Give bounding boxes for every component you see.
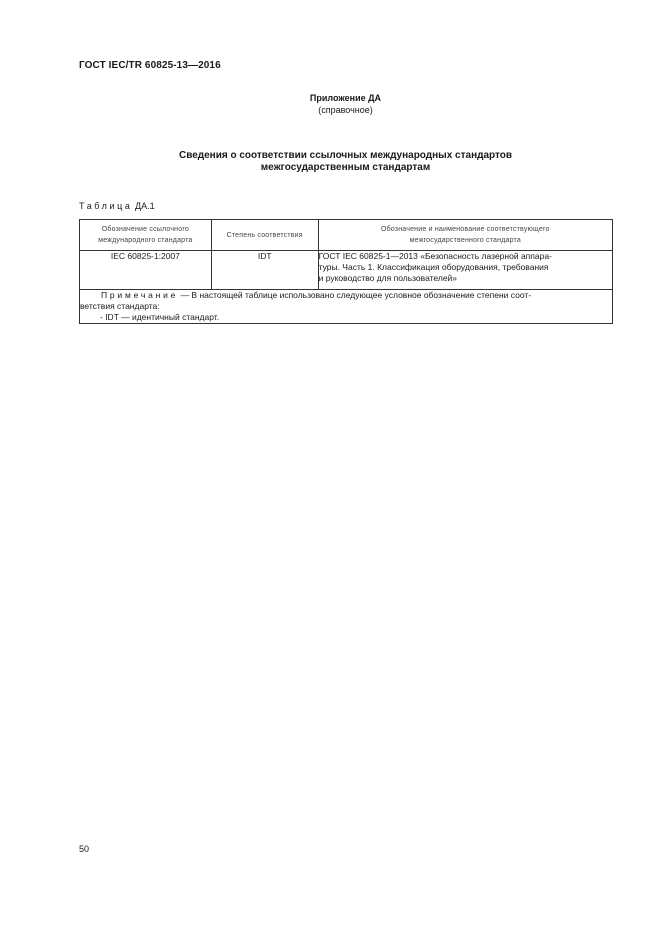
header-national-standard: Обозначение и наименование соответствующего межгосударственного стандарта: [318, 220, 612, 251]
annex-type: (справочное): [318, 105, 373, 115]
note-line2: ветствия стандарта:: [80, 301, 160, 311]
note-label: Примечание: [101, 290, 179, 300]
table-header-row: [80, 220, 613, 251]
annex-title: Приложение ДА: [309, 93, 382, 103]
table-caption: [79, 201, 155, 211]
table-caption-label: Таблица: [79, 201, 133, 211]
section-title: [79, 150, 612, 174]
correspondence-table: [79, 219, 613, 324]
page-number: 50: [79, 844, 90, 854]
note-line3: - IDT — идентичный стандарт.: [100, 312, 220, 322]
section-title-line1: Сведения о соответствии ссылочных международных стандартов: [178, 150, 513, 161]
document-code: ГОСТ IEC/TR 60825-13—2016: [79, 60, 221, 71]
table-row: [80, 251, 613, 290]
header-ref-standard: Обозначение ссылочного международного стандарта: [80, 220, 212, 251]
annex-heading: [79, 92, 612, 116]
table-note-row: [80, 290, 613, 324]
cell-national-standard: ГОСТ IEC 60825-1—2013 «Безопасность лазерной аппара- туры. Часть 1. Классификация оборудования, требования и руководство для пользователей»: [318, 251, 612, 290]
cell-degree: IDT: [211, 251, 318, 290]
table-note: [80, 290, 613, 324]
note-line1: — В настоящей таблице использовано следующее условное обозначение степени соот-: [178, 290, 532, 300]
header-degree: Степень соответствия: [211, 220, 318, 251]
table-caption-number: ДА.1: [132, 201, 155, 211]
cell-ref-standard: IEC 60825-1:2007: [80, 251, 212, 290]
section-title-line2: межгосударственным стандартам: [260, 162, 431, 173]
